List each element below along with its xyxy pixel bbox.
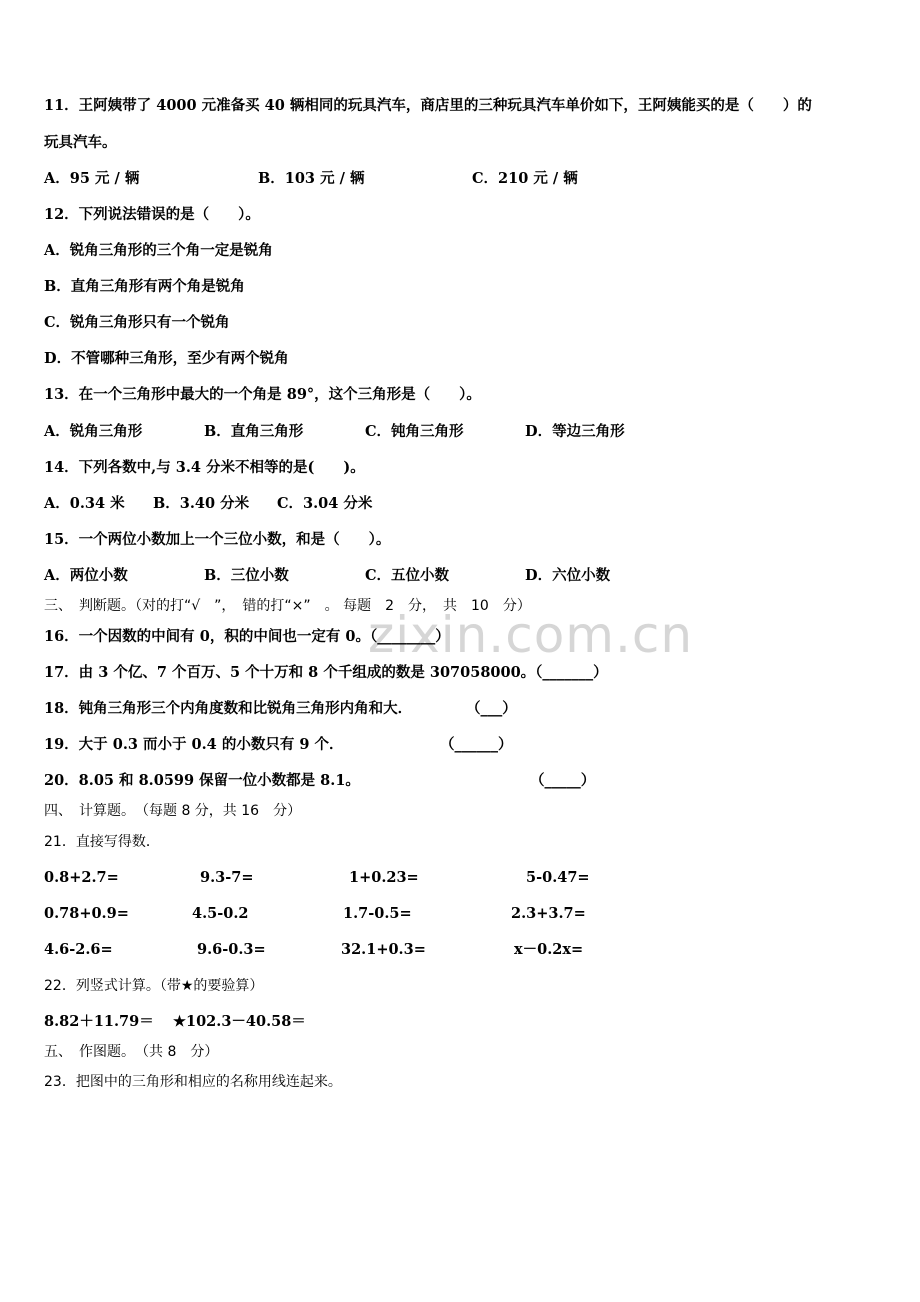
question-15-option-a[interactable]: A．两位小数 xyxy=(44,567,128,584)
question-18-answer-blank[interactable]: （___） xyxy=(466,700,517,717)
question-18-text: 18．钝角三角形三个内角度数和比锐角三角形内角和大． xyxy=(44,700,413,717)
calc-item: 0.8+2.7= xyxy=(44,869,119,886)
vertical-calc-2: ★102.3－40.58＝ xyxy=(173,1013,306,1030)
calc-item: 9.6-0.3= xyxy=(197,941,266,958)
question-21-stem: 21．直接写得数． xyxy=(44,834,160,850)
question-12-option-c[interactable]: C．锐角三角形只有一个锐角 xyxy=(44,314,230,331)
calc-item: 9.3-7= xyxy=(200,869,254,886)
calc-item: 1+0.23= xyxy=(349,869,419,886)
question-14-option-c[interactable]: C．3.04 分米 xyxy=(277,495,373,512)
calc-item: 0.78+0.9= xyxy=(44,905,129,922)
question-15-option-b[interactable]: B．三位小数 xyxy=(204,567,289,584)
question-13-option-b[interactable]: B．直角三角形 xyxy=(204,423,304,440)
question-23-stem: 23．把图中的三角形和相应的名称用线连起来。 xyxy=(44,1074,342,1090)
question-16: 16．一个因数的中间有 0，积的中间也一定有 0。（________） xyxy=(44,628,450,645)
question-22-stem: 22．列竖式计算。（带★的要验算） xyxy=(44,978,264,994)
question-11-option-b[interactable]: B．103 元 / 辆 xyxy=(258,170,365,187)
section-5-heading: 五、 作图题。 （共 8 分） xyxy=(44,1044,219,1060)
question-12-option-a[interactable]: A．锐角三角形的三个角一定是锐角 xyxy=(44,242,273,259)
question-15-option-d[interactable]: D．六位小数 xyxy=(525,567,611,584)
vertical-calc-1: 8.82＋11.79＝ xyxy=(44,1013,154,1030)
question-13-stem: 13．在一个三角形中最大的一个角是 89°，这个三角形是（ ）。 xyxy=(44,386,481,403)
question-19-text: 19．大于 0.3 而小于 0.4 的小数只有 9 个． xyxy=(44,736,344,753)
calc-item: 2.3+3.7= xyxy=(511,905,586,922)
question-20-answer-blank[interactable]: （_____） xyxy=(530,772,596,789)
calc-item: 1.7-0.5= xyxy=(343,905,412,922)
calc-item: 4.5-0.2 xyxy=(192,905,249,922)
question-13-option-a[interactable]: A．锐角三角形 xyxy=(44,423,143,440)
question-19-answer-blank[interactable]: （______） xyxy=(440,736,513,753)
calc-item: x－0.2x= xyxy=(514,941,584,958)
question-14-option-a[interactable]: A．0.34 米 xyxy=(44,495,125,512)
calc-item: 5-0.47= xyxy=(526,869,590,886)
question-11-option-c[interactable]: C．210 元 / 辆 xyxy=(472,170,578,187)
question-15-stem: 15．一个两位小数加上一个三位小数，和是（ ）。 xyxy=(44,531,391,548)
question-11-stem-cont: 玩具汽车。 xyxy=(44,134,117,151)
question-12-option-b[interactable]: B．直角三角形有两个角是锐角 xyxy=(44,278,245,295)
watermark: zixin.com.cn xyxy=(368,606,694,664)
question-15-option-c[interactable]: C．五位小数 xyxy=(365,567,450,584)
question-12-option-d[interactable]: D．不管哪种三角形，至少有两个锐角 xyxy=(44,350,289,367)
question-13-option-c[interactable]: C．钝角三角形 xyxy=(365,423,464,440)
question-17: 17．由 3 个亿、7 个百万、5 个十万和 8 个千组成的数是 307058000。（_______） xyxy=(44,664,608,681)
question-13-option-d[interactable]: D．等边三角形 xyxy=(525,423,625,440)
question-20-text: 20．8.05 和 8.0599 保留一位小数都是 8.1。 xyxy=(44,772,360,789)
section-4-heading: 四、 计算题。 （每题 8 分，共 16 分） xyxy=(44,803,302,819)
calc-item: 4.6-2.6= xyxy=(44,941,113,958)
calc-item: 32.1+0.3= xyxy=(341,941,426,958)
question-12-stem: 12．下列说法错误的是（ ）。 xyxy=(44,206,260,223)
question-11-stem: 11．王阿姨带了 4000 元准备买 40 辆相同的玩具汽车，商店里的三种玩具汽车单价如下，王阿姨能买的是（ ）的 xyxy=(44,97,812,114)
question-14-stem: 14．下列各数中,与 3.4 分米不相等的是( )。 xyxy=(44,459,365,476)
section-3-heading: 三、 判断题。（对的打“√ ”， 错的打“×” 。 每题 2 分， 共 10 分） xyxy=(44,598,531,614)
question-14-option-b[interactable]: B．3.40 分米 xyxy=(153,495,250,512)
question-11-option-a[interactable]: A．95 元 / 辆 xyxy=(44,170,140,187)
